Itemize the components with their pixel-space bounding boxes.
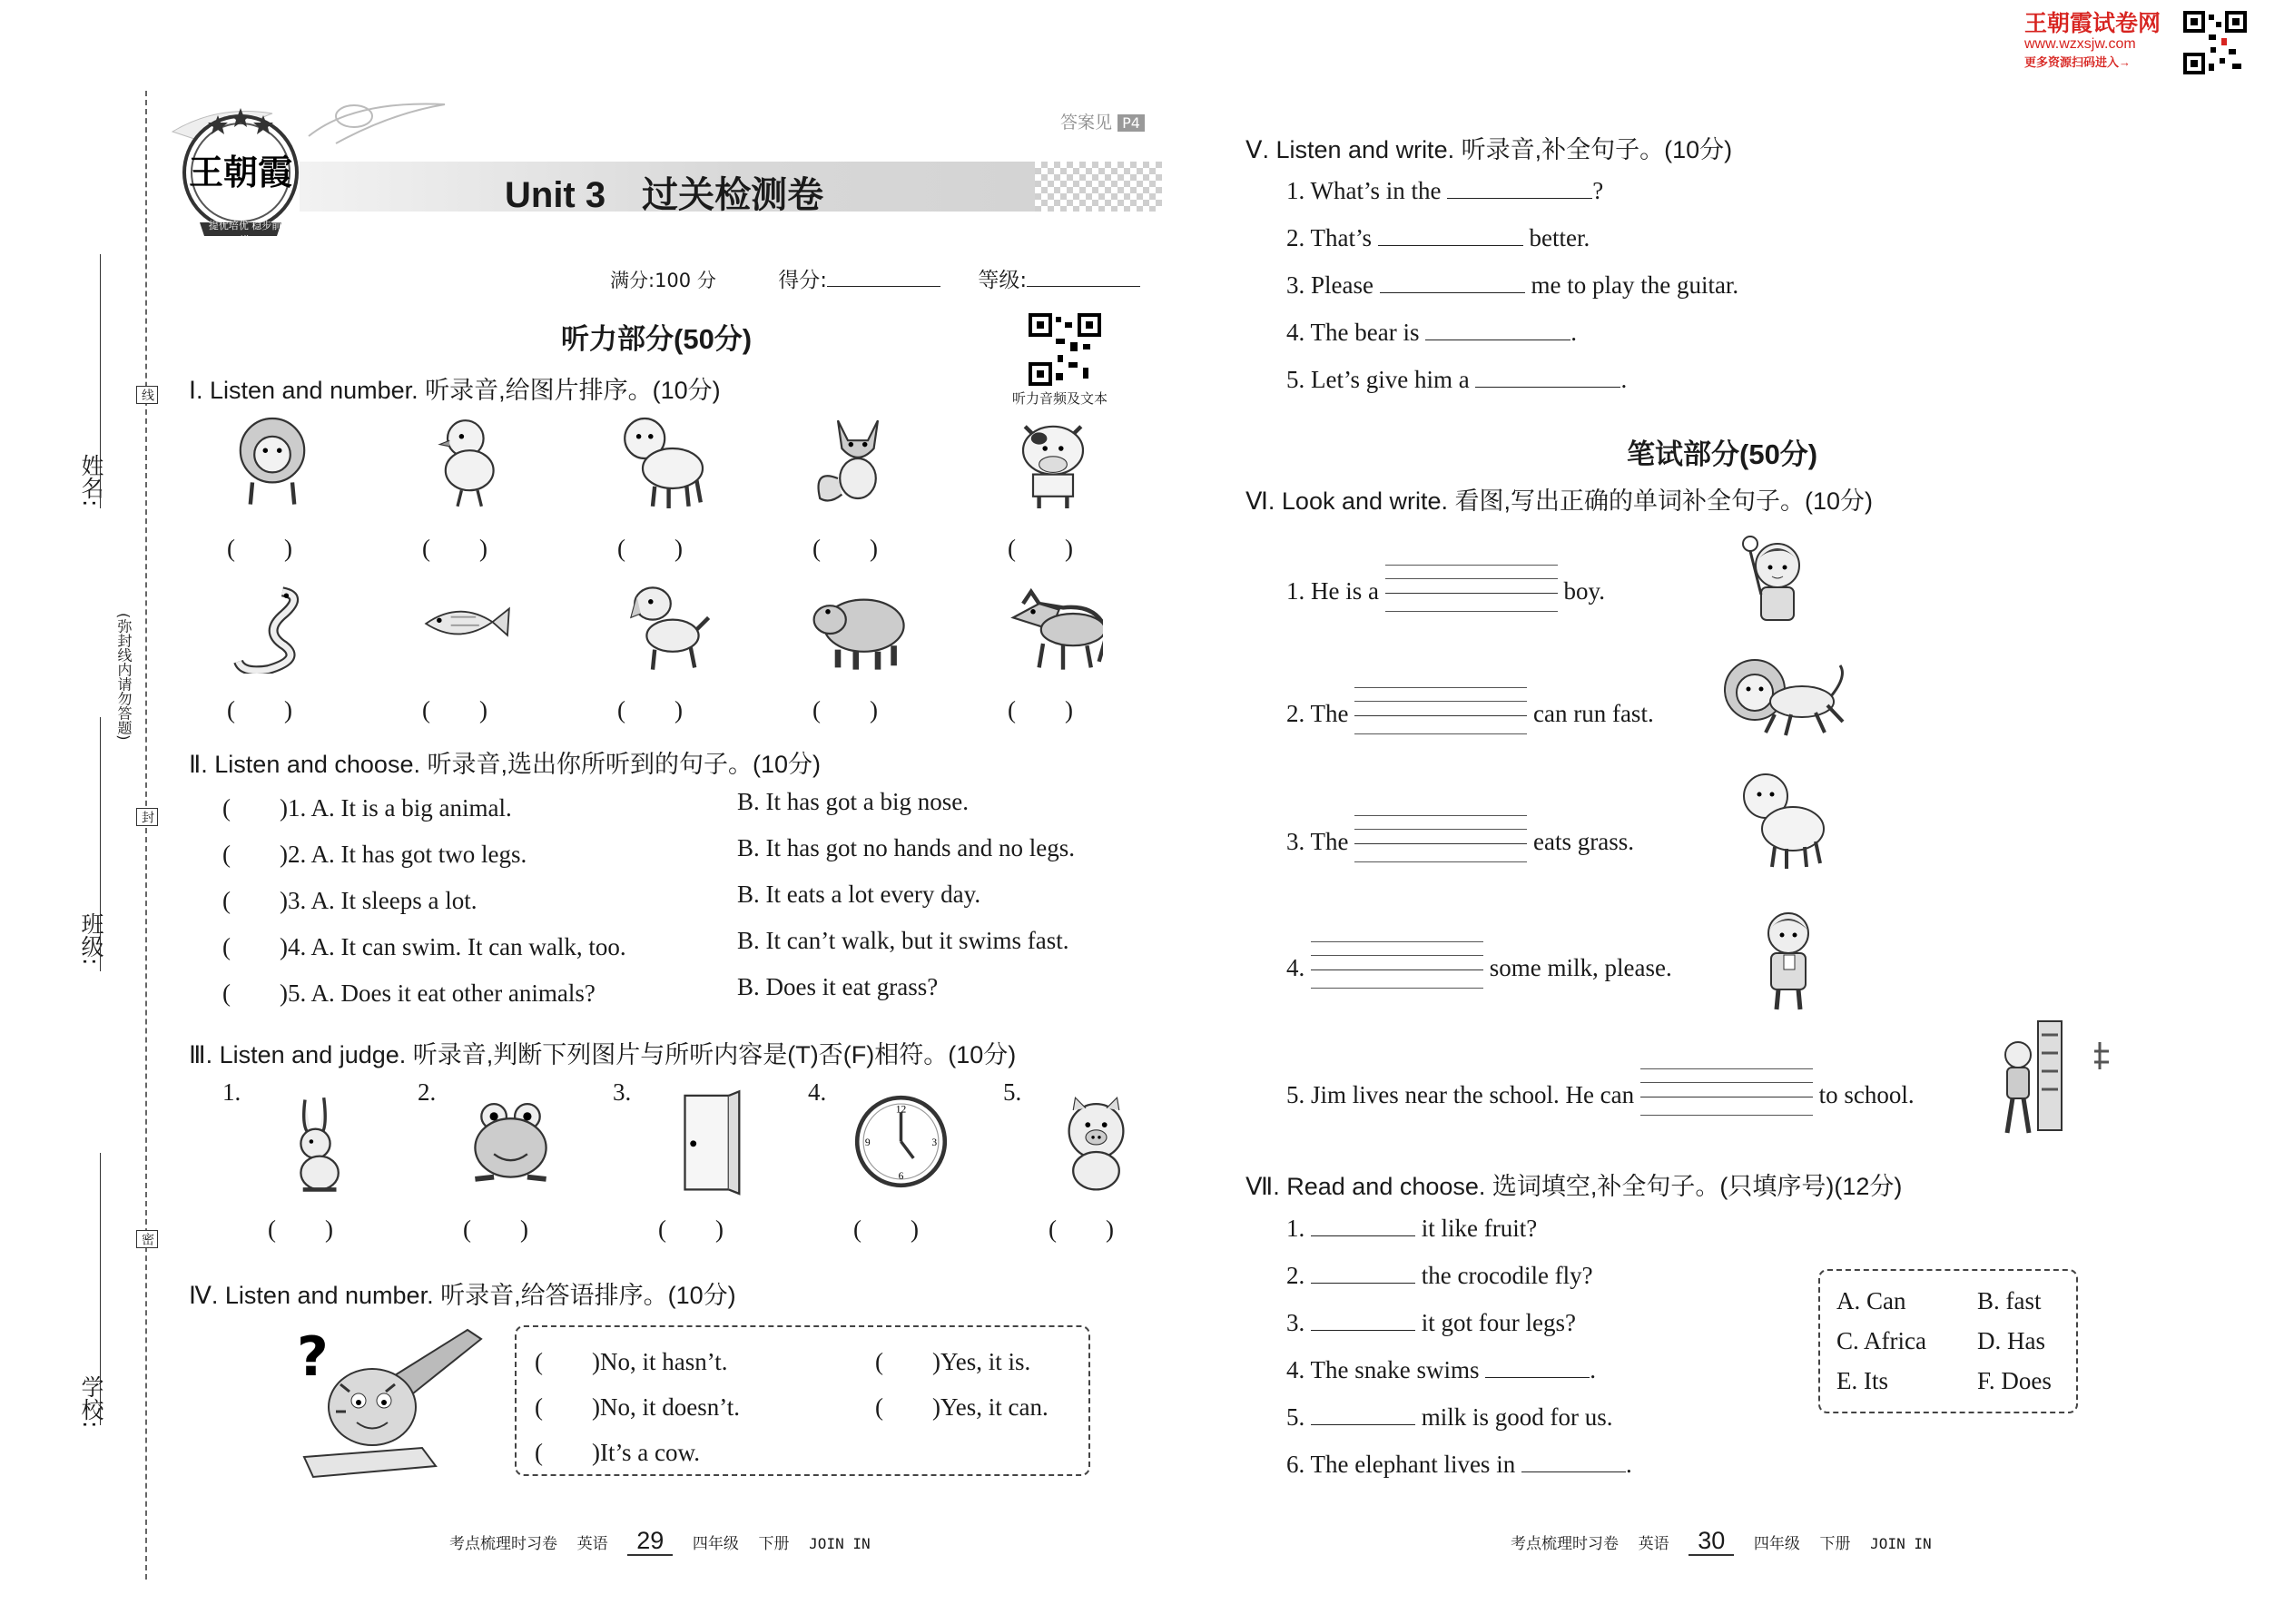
fill-sentence xyxy=(1286,271,1738,319)
sentence-prefix: 1. He is a xyxy=(1286,577,1379,605)
four-line-blank[interactable] xyxy=(1354,815,1527,862)
answer-option[interactable]: ( )It’s a cow. xyxy=(535,1439,700,1466)
lion-picture-icon xyxy=(222,408,322,513)
seal-mark-seal: 封 xyxy=(136,808,158,826)
choice-row xyxy=(222,927,1176,973)
footer-page-number: 29 xyxy=(627,1527,673,1556)
answer-option[interactable]: ( )No, it doesn’t. xyxy=(535,1393,740,1421)
write-item xyxy=(1286,815,1634,862)
footer-edition: JOIN IN xyxy=(1870,1535,1932,1552)
answer-parentheses[interactable]: ( ) xyxy=(1049,1216,1114,1243)
school-field[interactable] xyxy=(100,1153,101,1425)
sentence-prefix: 1. What’s in the xyxy=(1286,177,1442,204)
footer-page-number: 30 xyxy=(1689,1527,1734,1556)
page-title: Unit 3 过关检测卷 xyxy=(505,175,824,215)
sentence-suffix: it like fruit? xyxy=(1421,1215,1538,1242)
sentence-prefix: 3. Please xyxy=(1286,271,1373,299)
answer-ref-label: 答案见 xyxy=(1060,113,1113,133)
choose-sentence xyxy=(1286,1309,1632,1356)
sentence-suffix: to school. xyxy=(1818,1081,1915,1108)
choose-sentence xyxy=(1286,1403,1632,1451)
sentence-prefix: 2. That’s xyxy=(1286,224,1372,251)
svg-text:9: 9 xyxy=(864,1137,871,1149)
fox-picture-icon xyxy=(808,408,908,513)
qr-caption: 听力音频及文本 xyxy=(1012,390,1108,407)
sentence-suffix: . xyxy=(1620,366,1628,393)
fill-sentence xyxy=(1286,366,1738,413)
clock-picture-icon xyxy=(849,1085,953,1203)
sentence-suffix: boy. xyxy=(1563,577,1605,605)
smart-boy-icon xyxy=(1734,531,1816,631)
seal-note: (弥封线内请勿答题) xyxy=(115,613,133,741)
footer-term: 下册 xyxy=(758,1535,790,1553)
sentence-prefix: 3. The xyxy=(1286,828,1349,855)
item-number: 3. xyxy=(613,1078,632,1106)
choice-row xyxy=(222,834,1176,881)
frog-picture-icon xyxy=(458,1085,563,1203)
name-field[interactable] xyxy=(100,254,101,508)
fill-sentence xyxy=(1286,177,1738,224)
name-label: 姓名: xyxy=(78,454,104,507)
sentence-suffix: it got four legs? xyxy=(1421,1309,1576,1336)
wolf-picture-icon xyxy=(1003,574,1103,678)
sentence-suffix: eats grass. xyxy=(1533,828,1634,855)
four-line-blank[interactable] xyxy=(1354,687,1527,734)
four-line-blank[interactable] xyxy=(1311,941,1483,989)
item-number: 5. xyxy=(1003,1078,1022,1106)
section-3-title: Ⅲ. Listen and judge. 听录音,判断下列图片与所听内容是(T)否(F)相符。(10分) xyxy=(189,1041,1017,1068)
choice-a[interactable]: ( )4. A. It can swim. It can walk, too. xyxy=(222,933,626,960)
sentence-prefix: 4. xyxy=(1286,954,1305,981)
class-label: 班级: xyxy=(78,912,104,966)
score-row xyxy=(610,263,1140,293)
answer-parentheses[interactable]: ( ) xyxy=(422,535,487,562)
answer-option[interactable]: ( )Yes, it can. xyxy=(875,1393,1049,1421)
word-bank xyxy=(1818,1269,2078,1413)
sentence-prefix: 5. xyxy=(1286,1403,1305,1431)
cow-picture-icon xyxy=(1003,408,1103,513)
grade-field[interactable] xyxy=(1027,266,1140,287)
answer-parentheses[interactable]: ( ) xyxy=(227,696,292,723)
item-number: 2. xyxy=(418,1078,437,1106)
sentence-suffix: better. xyxy=(1529,224,1590,251)
word-option[interactable]: D. Has xyxy=(1977,1327,2045,1354)
sentence-suffix: . xyxy=(1590,1356,1596,1383)
snake-picture-icon xyxy=(222,574,322,678)
footer-grade: 四年级 xyxy=(692,1535,739,1553)
write-item xyxy=(1286,565,1605,612)
answer-parentheses[interactable]: ( ) xyxy=(463,1216,528,1243)
seal-mark-line: 线 xyxy=(136,386,158,404)
answer-blank[interactable] xyxy=(1311,1263,1415,1284)
choice-a[interactable]: ( )1. A. It is a big animal. xyxy=(222,794,512,822)
fish-picture-icon xyxy=(418,574,517,678)
write-item xyxy=(1286,941,1672,989)
choice-row xyxy=(222,788,1176,834)
answer-parentheses[interactable]: ( ) xyxy=(422,696,487,723)
sentence-suffix: the crocodile fly? xyxy=(1421,1262,1593,1289)
sentence-prefix: 3. xyxy=(1286,1309,1305,1336)
footer-grade: 四年级 xyxy=(1753,1535,1800,1553)
answer-parentheses[interactable]: ( ) xyxy=(853,1216,919,1243)
sentence-prefix: 5. Let’s give him a xyxy=(1286,366,1470,393)
answer-parentheses[interactable]: ( ) xyxy=(1008,535,1073,562)
footer-edition: JOIN IN xyxy=(809,1535,871,1552)
answer-blank[interactable] xyxy=(1485,1357,1590,1378)
footer-right xyxy=(1511,1527,1932,1555)
choice-b[interactable]: B. Does it eat grass? xyxy=(737,973,939,1000)
answer-parentheses[interactable]: ( ) xyxy=(268,1216,333,1243)
choose-sentence xyxy=(1286,1215,1632,1262)
dog-picture-icon xyxy=(613,574,713,678)
sentence-prefix: 2. xyxy=(1286,1262,1305,1289)
choose-sentence xyxy=(1286,1451,1632,1498)
answer-option[interactable]: ( )No, it hasn’t. xyxy=(535,1348,728,1375)
four-line-blank[interactable] xyxy=(1385,565,1558,612)
pig-picture-icon xyxy=(1044,1085,1148,1203)
footer-subject: 英语 xyxy=(1638,1535,1669,1553)
section-2-title: Ⅱ. Listen and choose. 听录音,选出你所听到的句子。(10分) xyxy=(189,751,821,778)
section-2-list xyxy=(222,788,1176,1019)
dashed-binding-line xyxy=(145,91,147,1580)
section-5-list xyxy=(1286,177,1738,413)
section-5-title: Ⅴ. Listen and write. 听录音,补全句子。(10分) xyxy=(1245,136,1733,163)
choice-a[interactable]: ( )5. A. Does it eat other animals? xyxy=(222,979,596,1007)
answer-parentheses[interactable]: ( ) xyxy=(812,535,878,562)
word-option[interactable]: F. Does xyxy=(1977,1367,2052,1394)
tiger-pointing-icon xyxy=(286,1321,486,1480)
sentence-suffix: me to play the guitar. xyxy=(1531,271,1739,299)
answers-box xyxy=(515,1325,1090,1476)
hippo-picture-icon xyxy=(808,574,908,678)
section-7-list xyxy=(1286,1215,1632,1498)
answer-parentheses[interactable]: ( ) xyxy=(812,696,878,723)
word-option[interactable]: A. Can xyxy=(1836,1287,1906,1314)
word-option[interactable]: E. Its xyxy=(1836,1367,1888,1394)
sentence-suffix: milk is good for us. xyxy=(1421,1403,1613,1431)
svg-text:?: ? xyxy=(297,1325,329,1389)
svg-text:6: 6 xyxy=(898,1170,904,1182)
footer-series: 考点梳理时习卷 xyxy=(449,1535,557,1553)
answer-blank[interactable] xyxy=(1447,178,1592,199)
sentence-suffix: can run fast. xyxy=(1533,700,1654,727)
sentence-prefix: 6. The elephant lives in xyxy=(1286,1451,1516,1478)
answer-ref xyxy=(1060,109,1145,133)
score-field[interactable] xyxy=(827,266,940,287)
rabbit-picture-icon xyxy=(263,1085,368,1203)
binding-margin xyxy=(54,91,154,1580)
section-4-title: Ⅳ. Listen and number. 听录音,给答语排序。(10分) xyxy=(189,1282,736,1309)
choice-b[interactable]: B. It has got a big nose. xyxy=(737,788,969,815)
choose-sentence xyxy=(1286,1356,1632,1403)
full-score: 满分:100 分 xyxy=(610,270,716,291)
choice-a[interactable]: ( )3. A. It sleeps a lot. xyxy=(222,887,478,914)
sentence-prefix: 2. The xyxy=(1286,700,1349,727)
svg-text:王朝霞: 王朝霞 xyxy=(188,152,293,192)
choice-a[interactable]: ( )2. A. It has got two legs. xyxy=(222,841,527,868)
answer-blank[interactable] xyxy=(1378,225,1523,246)
write-item xyxy=(1286,687,1654,734)
choose-sentence xyxy=(1286,1262,1632,1309)
listening-qr-icon[interactable] xyxy=(1029,313,1101,386)
listening-heading: 听力部分(50分) xyxy=(561,323,753,355)
word-option[interactable]: C. Africa xyxy=(1836,1327,1926,1354)
running-lion-icon xyxy=(1720,649,1852,740)
answer-blank[interactable] xyxy=(1521,1452,1626,1472)
school-label: 学校: xyxy=(78,1375,104,1429)
sentence-suffix: some milk, please. xyxy=(1489,954,1672,981)
section-1-title: Ⅰ. Listen and number. 听录音,给图片排序。(10分) xyxy=(189,377,721,404)
sentence-suffix: . xyxy=(1625,1451,1632,1478)
answer-blank[interactable] xyxy=(1380,272,1525,293)
choice-b[interactable]: B. It eats a lot every day. xyxy=(737,881,981,908)
written-heading: 笔试部分(50分) xyxy=(1627,438,1818,470)
fill-sentence xyxy=(1286,224,1738,271)
answer-blank[interactable] xyxy=(1311,1310,1415,1331)
svg-text:12: 12 xyxy=(895,1104,907,1116)
answer-option[interactable]: ( )Yes, it is. xyxy=(875,1348,1031,1375)
svg-text:3: 3 xyxy=(931,1137,938,1149)
word-option[interactable]: B. fast xyxy=(1977,1287,2042,1314)
answer-blank[interactable] xyxy=(1311,1216,1415,1236)
checker-decoration xyxy=(1035,162,1162,212)
grade-label: 等级: xyxy=(978,269,1028,292)
item-number: 4. xyxy=(808,1078,827,1106)
sentence-prefix: 4. The snake swims xyxy=(1286,1356,1480,1383)
four-line-blank[interactable] xyxy=(1640,1068,1813,1116)
brand-qr-icon[interactable] xyxy=(2183,11,2247,74)
footer-subject: 英语 xyxy=(576,1535,608,1553)
sentence-prefix: 5. Jim lives near the school. He can xyxy=(1286,1081,1635,1108)
sentence-prefix: 1. xyxy=(1286,1215,1305,1242)
answer-ref-page: P4 xyxy=(1117,114,1145,132)
answer-parentheses[interactable]: ( ) xyxy=(617,535,683,562)
answer-parentheses[interactable]: ( ) xyxy=(227,535,292,562)
door-picture-icon xyxy=(654,1085,758,1203)
seal-mark-secret: 密 xyxy=(136,1230,158,1248)
brand-url[interactable]: www.wzxsjw.com xyxy=(2024,36,2136,52)
choice-b[interactable]: B. It has got no hands and no legs. xyxy=(737,834,1075,861)
boy-drinking-icon xyxy=(1757,908,1820,1012)
write-item xyxy=(1286,1068,1915,1116)
choice-b[interactable]: B. It can’t walk, but it swims fast. xyxy=(737,927,1069,954)
section-7-title: Ⅶ. Read and choose. 选词填空,补全句子。(只填序号)(12分) xyxy=(1245,1173,1903,1200)
footer-term: 下册 xyxy=(1819,1535,1851,1553)
item-number: 1. xyxy=(222,1078,241,1106)
class-field[interactable] xyxy=(100,717,101,971)
boy-walking-to-school-icon xyxy=(1993,1017,2129,1139)
brand-block xyxy=(2024,11,2206,70)
sentence-suffix: . xyxy=(1570,319,1577,346)
choice-row xyxy=(222,973,1176,1019)
choice-row xyxy=(222,881,1176,927)
chick-picture-icon xyxy=(418,408,517,513)
answer-parentheses[interactable]: ( ) xyxy=(1008,696,1073,723)
sheep-icon xyxy=(1734,767,1834,871)
sentence-prefix: 4. The bear is xyxy=(1286,319,1420,346)
footer-series: 考点梳理时习卷 xyxy=(1511,1535,1619,1553)
sheep-picture-icon xyxy=(613,408,713,513)
footer-left xyxy=(449,1527,871,1555)
answer-parentheses[interactable]: ( ) xyxy=(658,1216,724,1243)
fill-sentence xyxy=(1286,319,1738,366)
brand-tagline: 更多资源扫码进入→ xyxy=(2024,55,2132,69)
sentence-suffix: ? xyxy=(1592,177,1604,204)
answer-blank[interactable] xyxy=(1425,320,1570,340)
brand-logo: 王朝霞试卷网 xyxy=(2024,11,2161,36)
section-6-title: Ⅵ. Look and write. 看图,写出正确的单词补全句子。(10分) xyxy=(1245,487,1874,515)
answer-blank[interactable] xyxy=(1311,1404,1415,1425)
score-label: 得分: xyxy=(778,269,827,292)
badge-subtitle: 提优培优 稳步前进 xyxy=(208,220,282,246)
ribbon-decoration-icon xyxy=(300,91,454,145)
answer-blank[interactable] xyxy=(1475,367,1620,388)
answer-parentheses[interactable]: ( ) xyxy=(617,696,683,723)
